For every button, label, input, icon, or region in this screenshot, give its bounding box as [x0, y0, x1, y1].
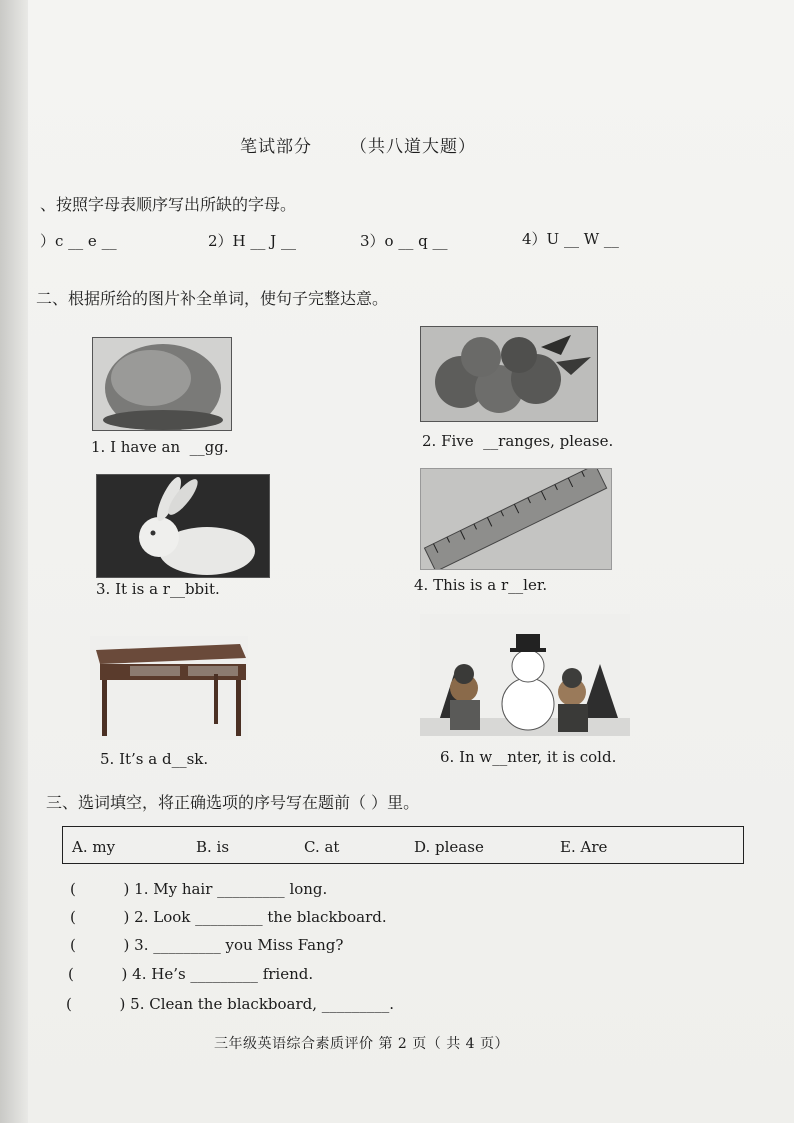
caption-2: 2. Five __ranges, please. [422, 432, 614, 450]
question-5: ( ) 5. Clean the blackboard, _________. [66, 995, 395, 1013]
ruler-icon [421, 469, 611, 569]
choice-b: B. is [196, 838, 230, 856]
oranges-icon [421, 327, 597, 421]
section1-item-1: ）c __ e __ [40, 232, 117, 250]
section1-item-2: 2）H __ J __ [208, 232, 296, 250]
ruler-picture [420, 468, 612, 570]
question-3: ( ) 3. _________ you Miss Fang? [70, 936, 344, 954]
caption-6: 6. In w__nter, it is cold. [440, 748, 617, 766]
choice-e: E. Are [560, 838, 608, 856]
rabbit-icon [97, 475, 269, 577]
egg-picture [92, 337, 232, 431]
title-text: 笔试部分 [240, 137, 312, 157]
section2-heading: 二、根据所给的图片补全单词，使句子完整达意。 [36, 289, 389, 308]
page-title [240, 132, 476, 157]
question-2: ( ) 2. Look _________ the blackboard. [70, 908, 387, 926]
scan-edge [0, 0, 28, 1123]
choice-a: A. my [72, 838, 116, 856]
winter-picture [420, 614, 630, 736]
choice-c: C. at [304, 838, 340, 856]
section3-heading: 三、选词填空，将正确选项的序号写在题前（ ）里。 [46, 793, 420, 812]
caption-5: 5. It’s a d__sk. [100, 750, 209, 768]
egg-icon [93, 338, 231, 430]
section1-item-3: 3）o __ q __ [360, 232, 448, 250]
section1-heading: 、按照字母表顺序写出所缺的字母。 [40, 195, 297, 214]
caption-1: 1. I have an __gg. [91, 438, 229, 456]
rabbit-picture [96, 474, 270, 578]
caption-3: 3. It is a r__bbit. [96, 580, 220, 598]
word-bank-box [62, 826, 744, 864]
desk-icon [90, 636, 248, 740]
caption-4: 4. This is a r__ler. [414, 576, 548, 594]
snowman-icon [420, 614, 630, 736]
page-footer: 三年级英语综合素质评价 第 2 页（ 共 4 页） [214, 1036, 510, 1052]
question-4: ( ) 4. He’s _________ friend. [68, 965, 314, 983]
question-1: ( ) 1. My hair _________ long. [70, 880, 328, 898]
oranges-picture [420, 326, 598, 422]
desk-picture [90, 636, 248, 740]
section1-item-4: 4）U __ W __ [522, 230, 619, 248]
choice-d: D. please [414, 838, 484, 856]
title-subtitle: （共八道大题） [350, 137, 476, 157]
